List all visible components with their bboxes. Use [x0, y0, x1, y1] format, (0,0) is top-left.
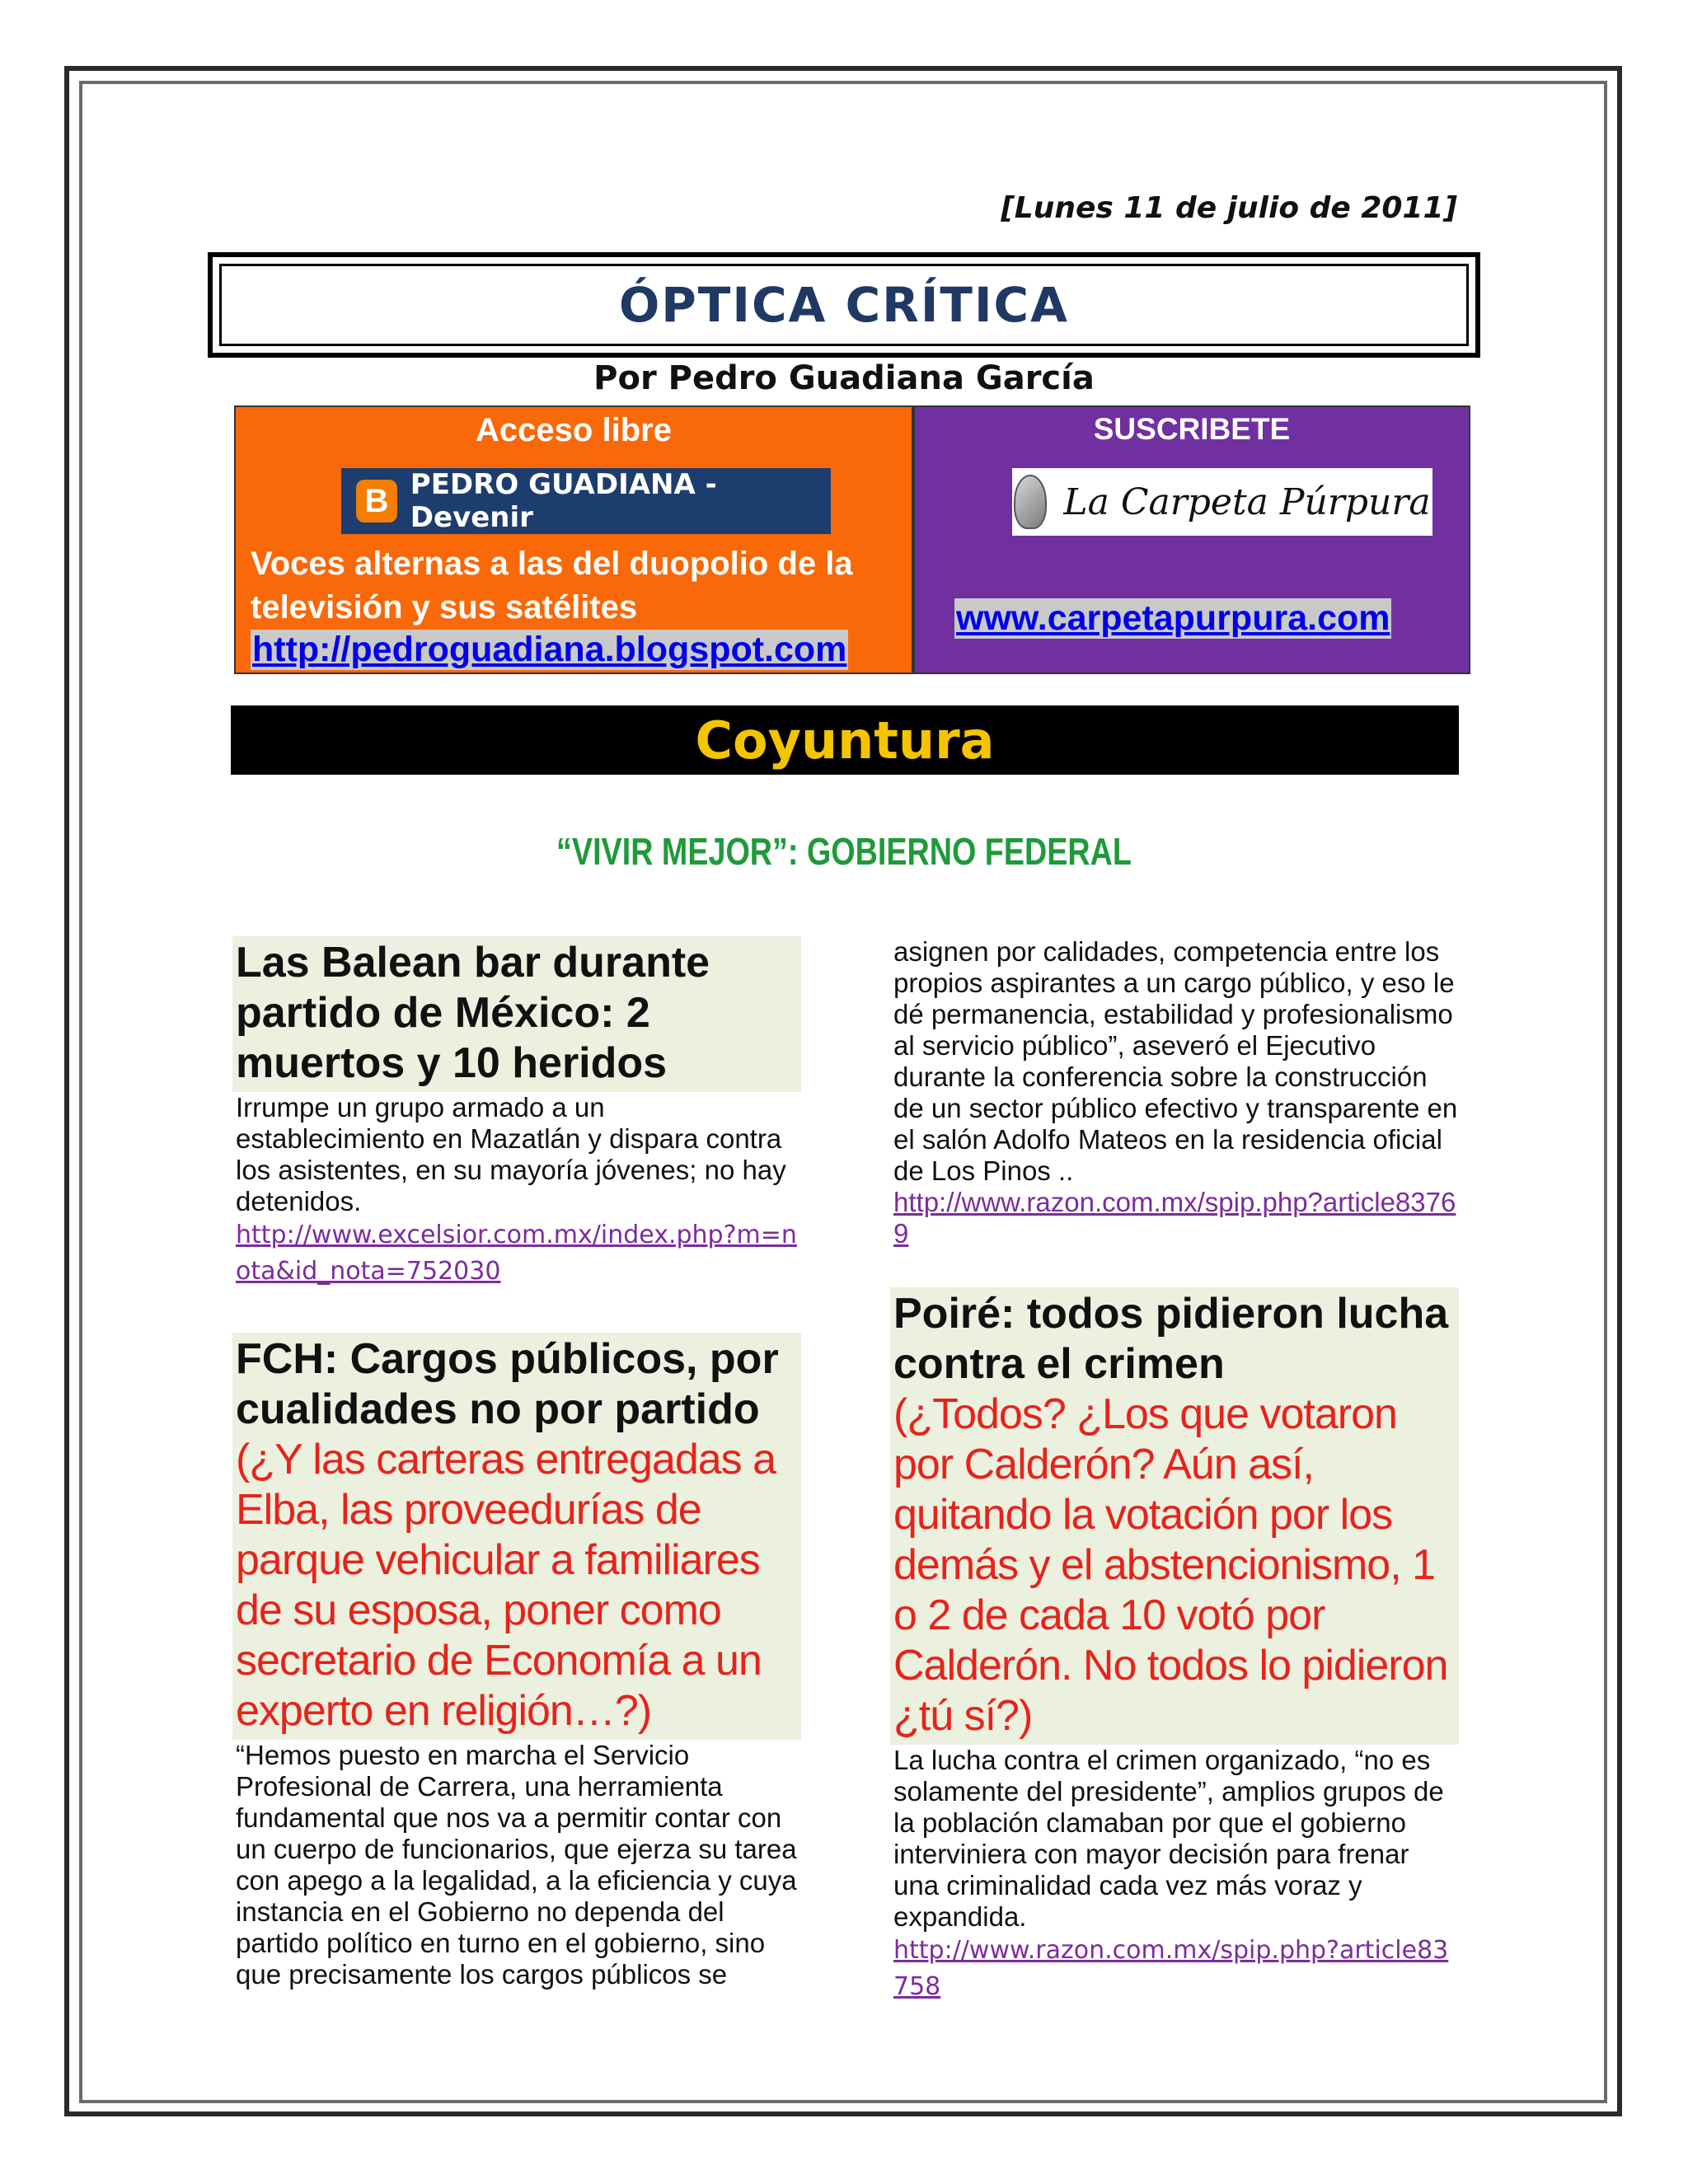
headline-box	[890, 1287, 1459, 1745]
publication-date: [Lunes 11 de julio de 2011]	[1001, 191, 1457, 225]
article-link[interactable]: http://www.razon.com.mx/spip.php?article83758	[893, 1936, 1449, 2001]
section-title: Coyuntura	[695, 710, 995, 771]
article-body-continued: asignen por calidades, competencia entre los propios aspirantes a un cargo público, y eso le dé permanencia, estabilidad y profesionalismo al servicio público”, aseveró el Ejecutivo durante la conferencia sobre la construcción de un sector público efectivo y transparente en el salón Adolfo Mateos en la residencia oficial de Los Pinos ..	[893, 936, 1458, 1186]
article-headline: Las Balean bar durante partido de México: 2 muertos y 10 heridos	[236, 939, 710, 1087]
article-body: “Hemos puesto en marcha el Servicio Profesional de Carrera, una herramienta fundamental que nos va a permitir contar con un cuerpo de funcionarios, que ejerza su tarea con apego a la legalidad, a la eficiencia y cuya instancia en el Gobierno no dependa del partido político en turno en el gobierno, sino que precisamente los cargos públicos se	[236, 1740, 797, 1990]
column-left	[232, 936, 801, 1990]
promo-blog-tagline: Voces alternas a las del duopolio de la televisión y sus satélites	[251, 546, 853, 626]
section-subheading: “VIVIR MEJOR”: GOBIERNO FEDERAL	[556, 830, 1132, 873]
carpeta-url-link[interactable]: www.carpetapurpura.com	[956, 598, 1390, 638]
promo-blog-panel	[234, 405, 913, 674]
article-body: La lucha contra el crimen organizado, “no es solamente del presidente”, amplios grupos de la población clamaban por que el gobierno interviniera con mayor decisión para frenar una criminalidad cada vez más voraz y expandida.	[893, 1745, 1444, 1932]
blogger-badge[interactable]	[341, 468, 831, 534]
headline-box	[232, 1333, 801, 1740]
column-right	[890, 936, 1459, 2005]
blogger-badge-label: PEDRO GUADIANA - Devenir	[410, 468, 717, 534]
carpeta-purpura-logo[interactable]	[1012, 468, 1432, 536]
article-link[interactable]: http://www.excelsior.com.mx/index.php?m=nota&id_nota=752030	[236, 1221, 797, 1286]
masthead-box	[208, 252, 1480, 358]
promo-blog-heading: Acceso libre	[476, 412, 672, 448]
article-link[interactable]: http://www.razon.com.mx/spip.php?article83769	[893, 1187, 1456, 1249]
article-body: Irrumpe un grupo armado a un establecimiento en Mazatlán y dispara contra los asistentes, en su mayoría jóvenes; no hay detenidos.	[236, 1092, 786, 1216]
shell-icon	[1014, 475, 1047, 529]
headline-box	[232, 936, 801, 1092]
editorial-comment: (¿Todos? ¿Los que votaron por Calderón? Aún así, quitando la votación por los demás y el abstencionismo, 1 o 2 de cada 10 votó por Calderón. No todos lo pidieron ¿tú sí?)	[893, 1390, 1448, 1740]
masthead-title: ÓPTICA CRÍTICA	[618, 277, 1069, 333]
section-banner	[231, 705, 1459, 775]
carpeta-logo-text: La Carpeta Púrpura	[1063, 480, 1431, 523]
article-headline: FCH: Cargos públicos, por cualidades no por partido	[236, 1335, 779, 1433]
blogger-icon: B	[356, 480, 397, 523]
article-headline: Poiré: todos pidieron lucha contra el crimen	[893, 1290, 1449, 1388]
blog-url-link[interactable]: http://pedroguadiana.blogspot.com	[252, 630, 847, 669]
editorial-comment: (¿Y las carteras entregadas a Elba, las proveedurías de parque vehicular a familiares de su esposa, poner como secretario de Economía a un experto en religión…?)	[236, 1436, 776, 1735]
author-byline: Por Pedro Guadiana García	[593, 359, 1095, 397]
promo-subscribe-panel	[913, 405, 1470, 674]
subscribe-heading: SUSCRIBETE	[1093, 412, 1291, 446]
